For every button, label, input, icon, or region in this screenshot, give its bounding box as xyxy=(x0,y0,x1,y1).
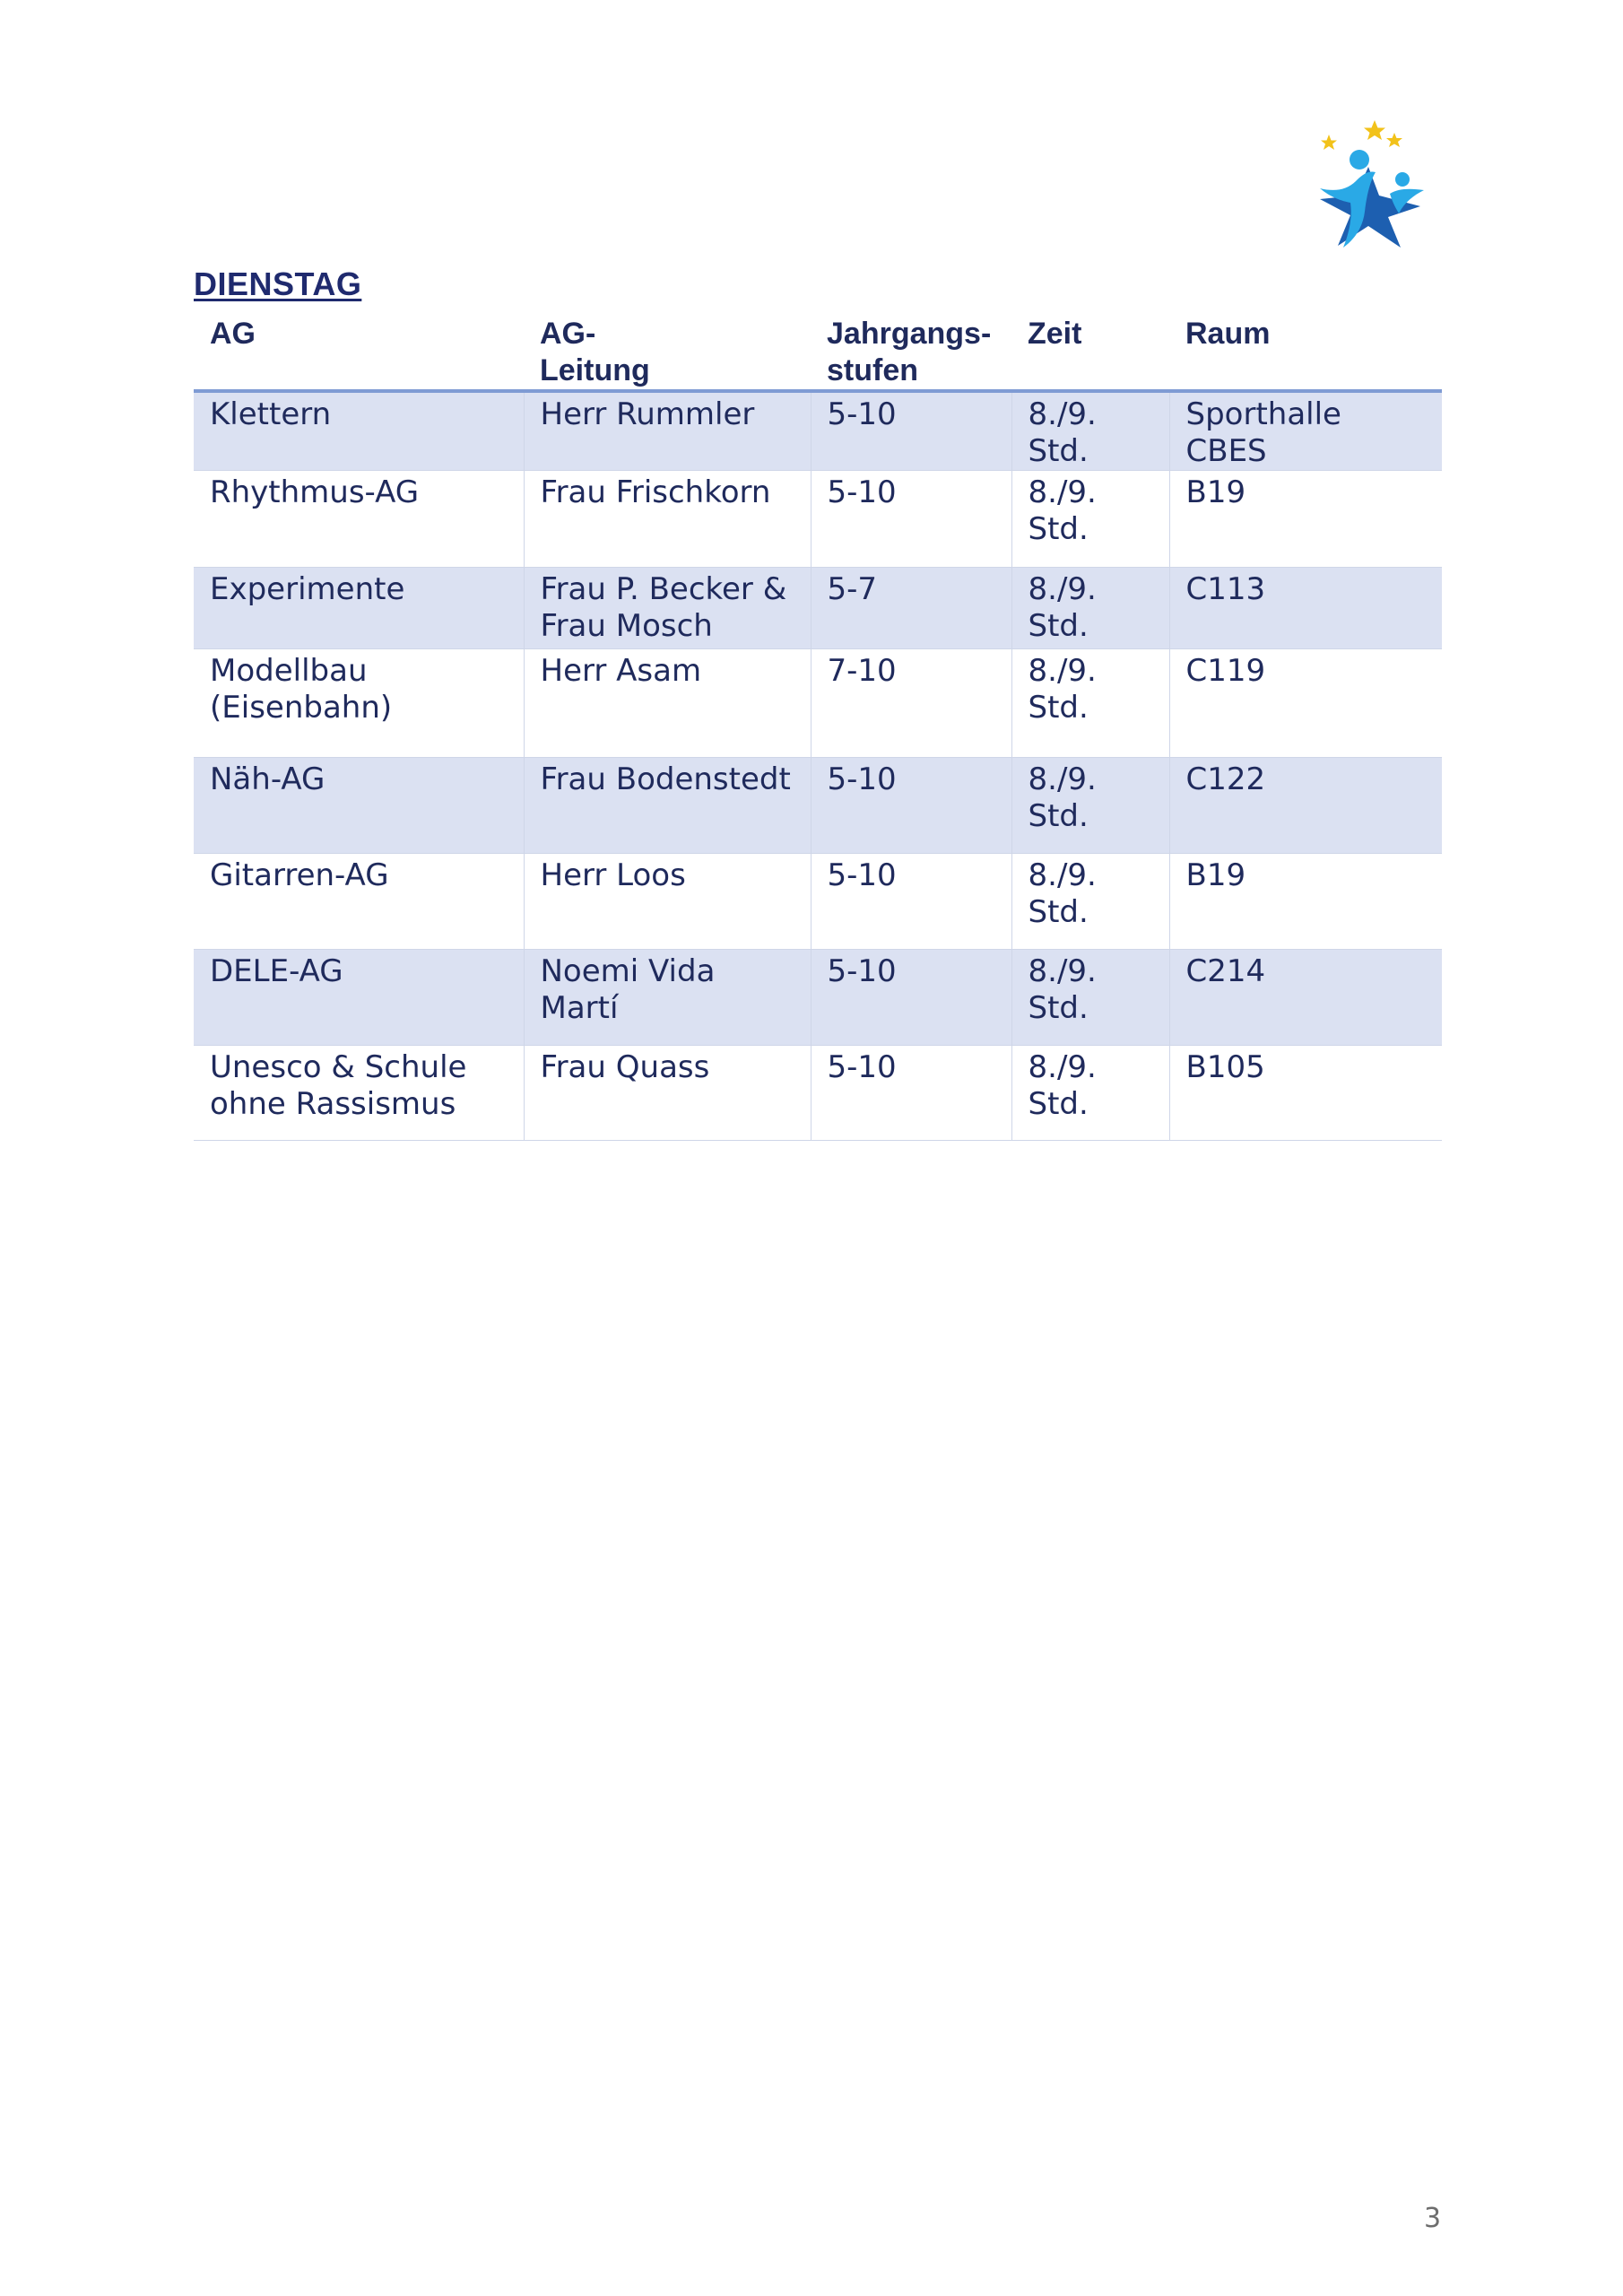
star-people-logo-icon xyxy=(1316,115,1433,249)
cell-ag: Klettern xyxy=(194,391,524,471)
cell-ag: Experimente xyxy=(194,568,524,649)
cell-ag: Unesco & Schule ohne Rassismus xyxy=(194,1046,524,1141)
cell-zeit: 8./9. Std. xyxy=(1011,758,1169,854)
cell-stufen: 7-10 xyxy=(811,649,1011,758)
cell-leitung: Herr Rummler xyxy=(524,391,811,471)
cell-stufen: 5-10 xyxy=(811,1046,1011,1141)
header-stufen: Jahrgangs- stufen xyxy=(811,310,1011,391)
cell-zeit: 8./9. Std. xyxy=(1011,391,1169,471)
cell-stufen: 5-10 xyxy=(811,950,1011,1046)
cell-raum: C214 xyxy=(1169,950,1442,1046)
cell-leitung: Frau Bodenstedt xyxy=(524,758,811,854)
gold-star-icon xyxy=(1364,120,1385,140)
header-leitung: AG- Leitung xyxy=(524,310,811,391)
ag-table xyxy=(194,310,1442,1141)
page-number: 3 xyxy=(1424,2203,1442,2234)
table-row xyxy=(194,758,1442,854)
table-row xyxy=(194,391,1442,471)
header-zeit: Zeit xyxy=(1011,310,1169,391)
cell-raum: B19 xyxy=(1169,854,1442,950)
cell-zeit: 8./9. Std. xyxy=(1011,950,1169,1046)
cell-leitung: Frau Quass xyxy=(524,1046,811,1141)
cell-zeit: 8./9. Std. xyxy=(1011,568,1169,649)
cell-stufen: 5-7 xyxy=(811,568,1011,649)
header-raum: Raum xyxy=(1169,310,1442,391)
person-head-icon xyxy=(1395,172,1410,187)
cell-raum: C119 xyxy=(1169,649,1442,758)
cell-leitung: Herr Asam xyxy=(524,649,811,758)
cell-ag: Näh-AG xyxy=(194,758,524,854)
cell-raum: C122 xyxy=(1169,758,1442,854)
cell-zeit: 8./9. Std. xyxy=(1011,854,1169,950)
cell-leitung: Frau P. Becker & Frau Mosch xyxy=(524,568,811,649)
cell-ag: DELE-AG xyxy=(194,950,524,1046)
cell-stufen: 5-10 xyxy=(811,471,1011,568)
table-row xyxy=(194,950,1442,1046)
cell-ag: Modellbau (Eisenbahn) xyxy=(194,649,524,758)
cell-leitung: Noemi Vida Martí xyxy=(524,950,811,1046)
gold-star-icon xyxy=(1386,133,1402,147)
table-row xyxy=(194,471,1442,568)
table-header-row xyxy=(194,310,1442,391)
gold-star-icon xyxy=(1321,135,1337,150)
header-ag: AG xyxy=(194,310,524,391)
cell-raum: C113 xyxy=(1169,568,1442,649)
cell-leitung: Frau Frischkorn xyxy=(524,471,811,568)
cell-raum: Sporthalle CBES xyxy=(1169,391,1442,471)
cell-zeit: 8./9. Std. xyxy=(1011,471,1169,568)
table-row xyxy=(194,568,1442,649)
cell-zeit: 8./9. Std. xyxy=(1011,1046,1169,1141)
table-row xyxy=(194,854,1442,950)
cell-zeit: 8./9. Std. xyxy=(1011,649,1169,758)
cell-leitung: Herr Loos xyxy=(524,854,811,950)
day-heading: DIENSTAG xyxy=(194,265,362,302)
person-head-icon xyxy=(1350,150,1369,170)
cell-stufen: 5-10 xyxy=(811,758,1011,854)
cell-stufen: 5-10 xyxy=(811,854,1011,950)
cell-stufen: 5-10 xyxy=(811,391,1011,471)
table-row xyxy=(194,1046,1442,1141)
cell-raum: B19 xyxy=(1169,471,1442,568)
table-row xyxy=(194,649,1442,758)
cell-ag: Gitarren-AG xyxy=(194,854,524,950)
cell-raum: B105 xyxy=(1169,1046,1442,1141)
cell-ag: Rhythmus-AG xyxy=(194,471,524,568)
